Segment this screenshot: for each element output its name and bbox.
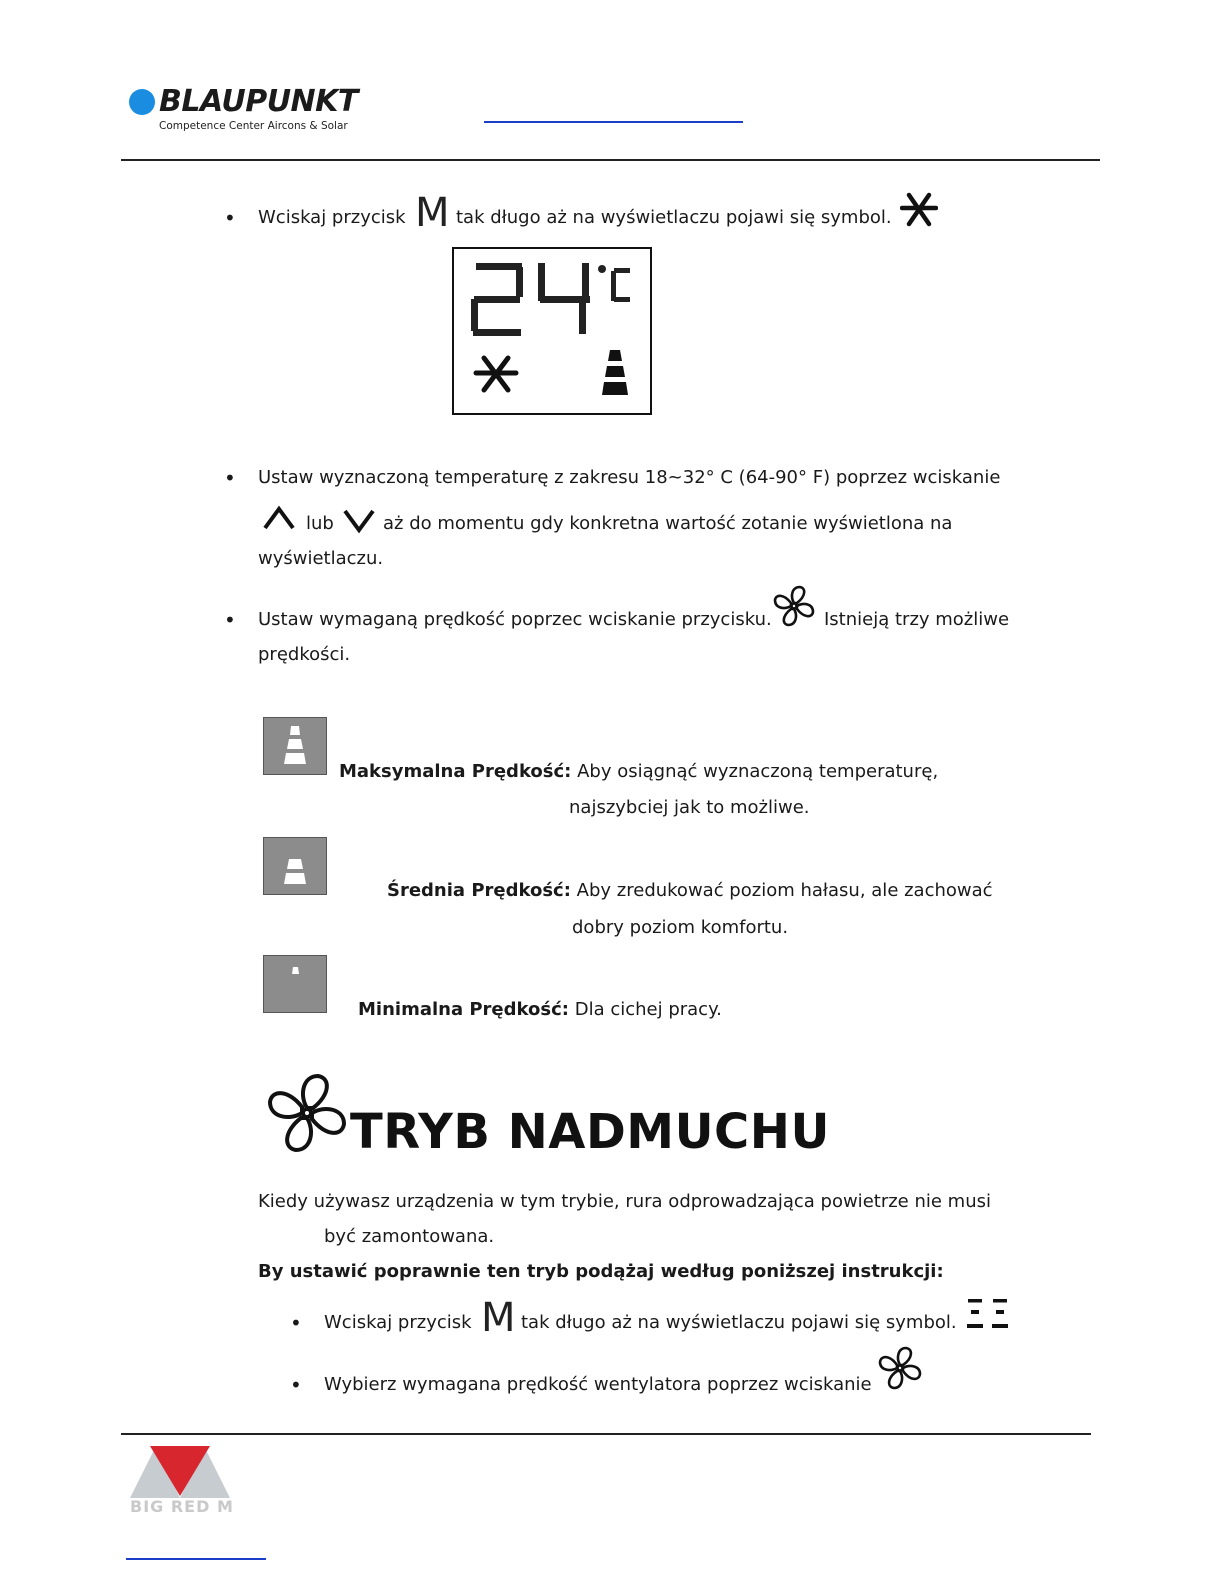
speed-step-line1-rest: Istnieją trzy możliwe — [824, 609, 1010, 630]
speed-mid-label: Średnia Prędkość: — [387, 880, 571, 901]
speed-min-label: Minimalna Prędkość: — [358, 999, 569, 1020]
speed-max-label: Maksymalna Prędkość: — [339, 761, 572, 782]
fan-step1-press: Wciskaj przycisk — [324, 1312, 472, 1333]
lcd-digit-4 — [538, 263, 590, 334]
step-text-press: Wciskaj przycisk — [258, 207, 406, 228]
fan-icon — [877, 1345, 923, 1391]
blaupunkt-dot-icon — [129, 89, 155, 115]
fan-step1-rest: tak długo aż na wyświetlaczu pojawi się symbol. — [521, 1312, 957, 1333]
bullet: • — [290, 1373, 302, 1397]
speed-mid-desc: Aby zredukować poziom hałasu, ale zachować — [576, 880, 993, 901]
fan-mode-instruction: By ustawić poprawnie ten tryb podążaj według poniższej instrukcji: — [258, 1261, 944, 1282]
mode-key-m: M — [415, 190, 450, 236]
bullet: • — [290, 1311, 302, 1335]
temp-step-line1: Ustaw wyznaczoną temperaturę z zakresu 18~32° C (64-90° F) poprzez wciskanie — [258, 467, 1001, 488]
speed-max-desc: Aby osiągnąć wyznaczoną temperaturę, — [577, 761, 939, 782]
speed-mid-desc2: dobry poziom komfortu. — [572, 917, 789, 938]
mode-key-m: M — [481, 1295, 516, 1341]
speed-step-line1: Ustaw wymaganą prędkość poprzec wciskanie przycisku. — [258, 609, 772, 630]
temp-step-or: lub — [306, 513, 334, 534]
fan-mode-symbol-icon — [965, 1297, 1011, 1331]
fan-mode-title: TRYB NADMUCHU — [350, 1104, 830, 1160]
footer-divider — [121, 1433, 1091, 1435]
temp-step-line3: wyświetlaczu. — [258, 548, 384, 569]
speed-min-desc: Dla cichej pracy. — [574, 999, 722, 1020]
fan-icon — [772, 584, 816, 628]
fan-step2: Wybierz wymagana prędkość wentylatora poprzez wciskanie — [324, 1374, 872, 1395]
step-text-rest: tak długo aż na wyświetlaczu pojawi się symbol. — [456, 207, 892, 228]
down-arrow-icon — [342, 508, 376, 534]
bullet: • — [224, 206, 236, 230]
lcd-fan-level — [602, 350, 628, 395]
up-arrow-icon — [262, 505, 296, 531]
lcd-snowflake — [476, 358, 516, 390]
footer-link-underline[interactable] — [126, 1558, 266, 1560]
lcd-unit-c — [611, 268, 630, 302]
speed-mid-row — [387, 879, 993, 903]
bullet: • — [224, 608, 236, 632]
speed-min-row — [358, 998, 722, 1022]
lcd-digit-2 — [471, 263, 523, 336]
big-red-m-logo-icon — [130, 1444, 230, 1500]
speed-step-line2: prędkości. — [258, 644, 351, 665]
temp-step-line2: aż do momentu gdy konkretna wartość zotanie wyświetlona na — [383, 513, 953, 534]
fan-mode-para1-line1: Kiedy używasz urządzenia w tym trybie, rura odprowadzająca powietrze nie musi — [258, 1191, 991, 1212]
speed-mid-icon — [263, 837, 327, 895]
header-link-underline[interactable] — [484, 121, 743, 123]
bullet: • — [224, 466, 236, 490]
footer-brand: BIG RED M — [130, 1497, 234, 1516]
lcd-display — [452, 247, 652, 415]
speed-max-icon — [263, 717, 327, 775]
speed-max-row — [339, 760, 938, 784]
fan-mode-icon — [265, 1071, 349, 1155]
speed-min-icon — [263, 955, 327, 1013]
snowflake-icon — [900, 192, 938, 228]
brand-tagline: Competence Center Aircons & Solar — [159, 120, 348, 132]
fan-mode-para1-line2: być zamontowana. — [324, 1226, 495, 1247]
brand-logo: BLAUPUNKT — [159, 84, 358, 119]
header-divider — [121, 159, 1100, 161]
lcd-display-graphic — [454, 249, 649, 412]
speed-max-desc2: najszybciej jak to możliwe. — [569, 797, 810, 818]
